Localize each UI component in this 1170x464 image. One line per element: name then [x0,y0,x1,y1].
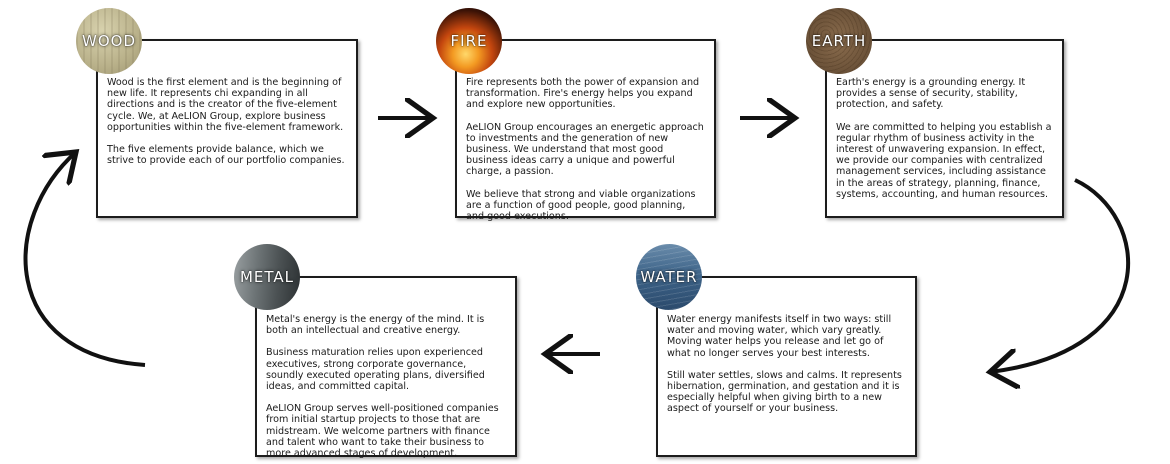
fire-paragraph-1: Fire represents both the power of expansion and transformation. Fire's energy helps you expand and explore new opportunities. [466,77,700,111]
fire-paragraph-3: We believe that strong and viable organizations are a function of good people, good planning, and good executions. [466,188,696,223]
water-circle [636,244,702,310]
fire-circle [436,8,502,74]
earth-label: EARTH [811,32,867,50]
fire-label: FIRE [450,32,488,50]
metal-paragraph-1: Metal's energy is the energy of the mind. It is both an intellectual and creative energy. [266,314,485,337]
wood-circle [76,8,142,74]
water-label: WATER [640,268,698,286]
earth-paragraph-2: We are committed to helping you establish a regular rhythm of business activity in the interest of unwavering expansion. In effect, we provide our companies with centralized management services, including assistance in the areas of strategy, planning, finance, systems, accounting, and human resources. [836,121,1052,200]
earth-circle [806,8,872,74]
fire-paragraph-2: AeLION Group encourages an energetic approach to investments and the generation of new business. We understand that most good business ideas carry a unique and powerful charge, a passion. [466,121,704,178]
metal-label: METAL [239,268,295,286]
water-paragraph-2: Still water settles, slows and calms. It represents hibernation, germination, and gestation and it is especially helpful when giving birth to a new aspect of yourself or your business. [667,369,902,415]
water-paragraph-1: Water energy manifests itself in two ways: still water and moving water, which vary greatly. Moving water helps you release and let go of what no longer serves your best interests. [667,314,892,359]
metal-paragraph-2: Business maturation relies upon experienced executives, strong corporate governance, soundly executed operating plans, diversified ideas, and committed capital. [266,347,485,393]
metal-box [255,276,517,460]
wood-paragraph-2: The five elements provide balance, which we strive to provide each of our portfolio companies. [107,144,345,167]
fire-box [455,39,716,223]
wood-paragraph-1: Wood is the first element and is the beginning of new life. It represents chi expanding in all directions and is the creator of the five-element cycle. We, at AeLION Group, explore business opportunities within the five-element framework. [107,77,344,133]
earth-paragraph-1: Earth's energy is a grounding energy. It provides a sense of security, stability, protection, and safety. [836,77,1026,111]
wood-box [96,39,358,218]
metal-paragraph-3: AeLION Group serves well-positioned companies from initial startup projects to those that are midstream. We welcome partners with finance and talent who want to take their business to more advanced stages of development. [266,403,499,460]
earth-box [825,39,1064,218]
wood-label: WOOD [82,32,136,50]
water-box [656,276,917,457]
metal-circle [234,244,300,310]
